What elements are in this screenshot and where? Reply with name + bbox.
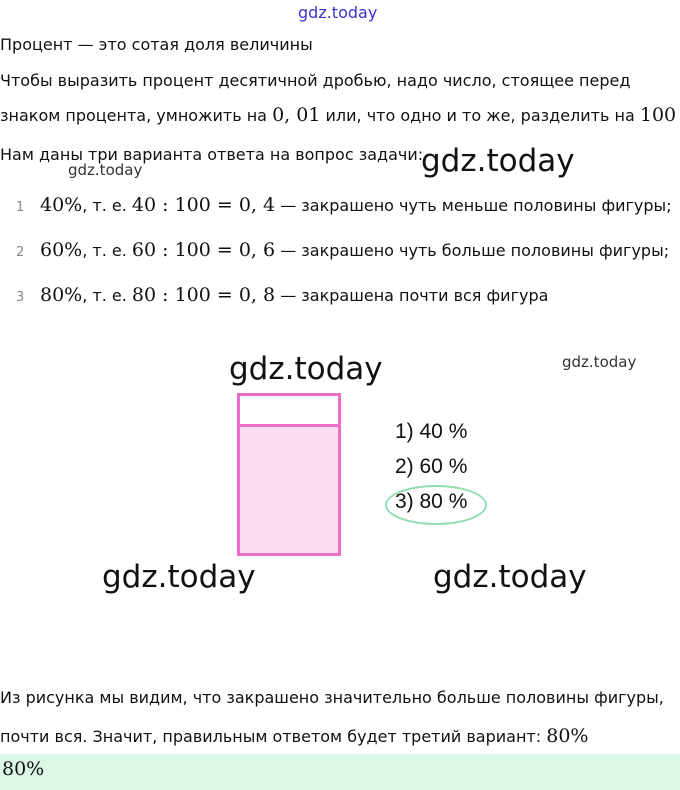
shaded-figure <box>237 393 341 556</box>
item-text: — закрашено чуть меньше половины фигуры; <box>275 196 672 215</box>
watermark: gdz.today <box>562 353 637 371</box>
choice-label: 2) 60 % <box>395 455 468 478</box>
choice-label: 3) 80 % <box>395 490 468 513</box>
equation: 80 : 100 = 0, 8 <box>131 284 276 306</box>
list-item <box>40 239 669 261</box>
item-text: , т. е. <box>82 286 132 305</box>
item-text: — закрашена почти вся фигура <box>275 286 549 305</box>
watermark: gdz.today <box>102 559 256 595</box>
conclusion-line-2 <box>0 725 588 747</box>
options-intro: Нам даны три варианта ответа на вопрос задачи: <box>0 145 424 164</box>
list-item <box>40 284 548 306</box>
rule-text: или, что одно и то же, разделить на <box>320 106 640 125</box>
rule-line-2 <box>0 104 676 126</box>
selected-choice-circle <box>385 485 487 525</box>
shaded-region <box>240 424 338 553</box>
list-number: 3 <box>16 290 25 305</box>
watermark: gdz.today <box>433 559 587 595</box>
percent-value: 80% <box>40 284 83 306</box>
answer-box <box>0 754 680 790</box>
answer-value: 80% <box>2 758 45 780</box>
conclusion-line-1: Из рисунка мы видим, что закрашено значительно больше половины фигуры, <box>0 688 664 707</box>
rule-text: знаком процента, умножить на <box>0 106 273 125</box>
watermark: gdz.today <box>298 3 378 22</box>
definition-text: Процент — это сотая доля величины <box>0 35 313 54</box>
math-value: 100 <box>639 104 677 126</box>
list-number: 2 <box>16 245 25 260</box>
rule-line-1: Чтобы выразить процент десятичной дробью, надо число, стоящее перед <box>0 71 631 90</box>
item-text: , т. е. <box>82 196 132 215</box>
percent-value: 40% <box>40 194 83 216</box>
item-text: , т. е. <box>82 241 132 260</box>
item-text: — закрашено чуть больше половины фигуры; <box>275 241 670 260</box>
conclusion-text: почти вся. Значит, правильным ответом будет третий вариант: <box>0 727 547 746</box>
math-value: 80% <box>546 725 589 747</box>
watermark: gdz.today <box>229 351 383 387</box>
percent-value: 60% <box>40 239 83 261</box>
watermark: gdz.today <box>421 143 575 179</box>
equation: 60 : 100 = 0, 6 <box>131 239 276 261</box>
watermark: gdz.today <box>68 161 143 179</box>
choice-label: 1) 40 % <box>395 420 468 443</box>
list-number: 1 <box>16 200 25 215</box>
list-item <box>40 194 672 216</box>
equation: 40 : 100 = 0, 4 <box>131 194 276 216</box>
math-value: 0, 01 <box>272 104 321 126</box>
